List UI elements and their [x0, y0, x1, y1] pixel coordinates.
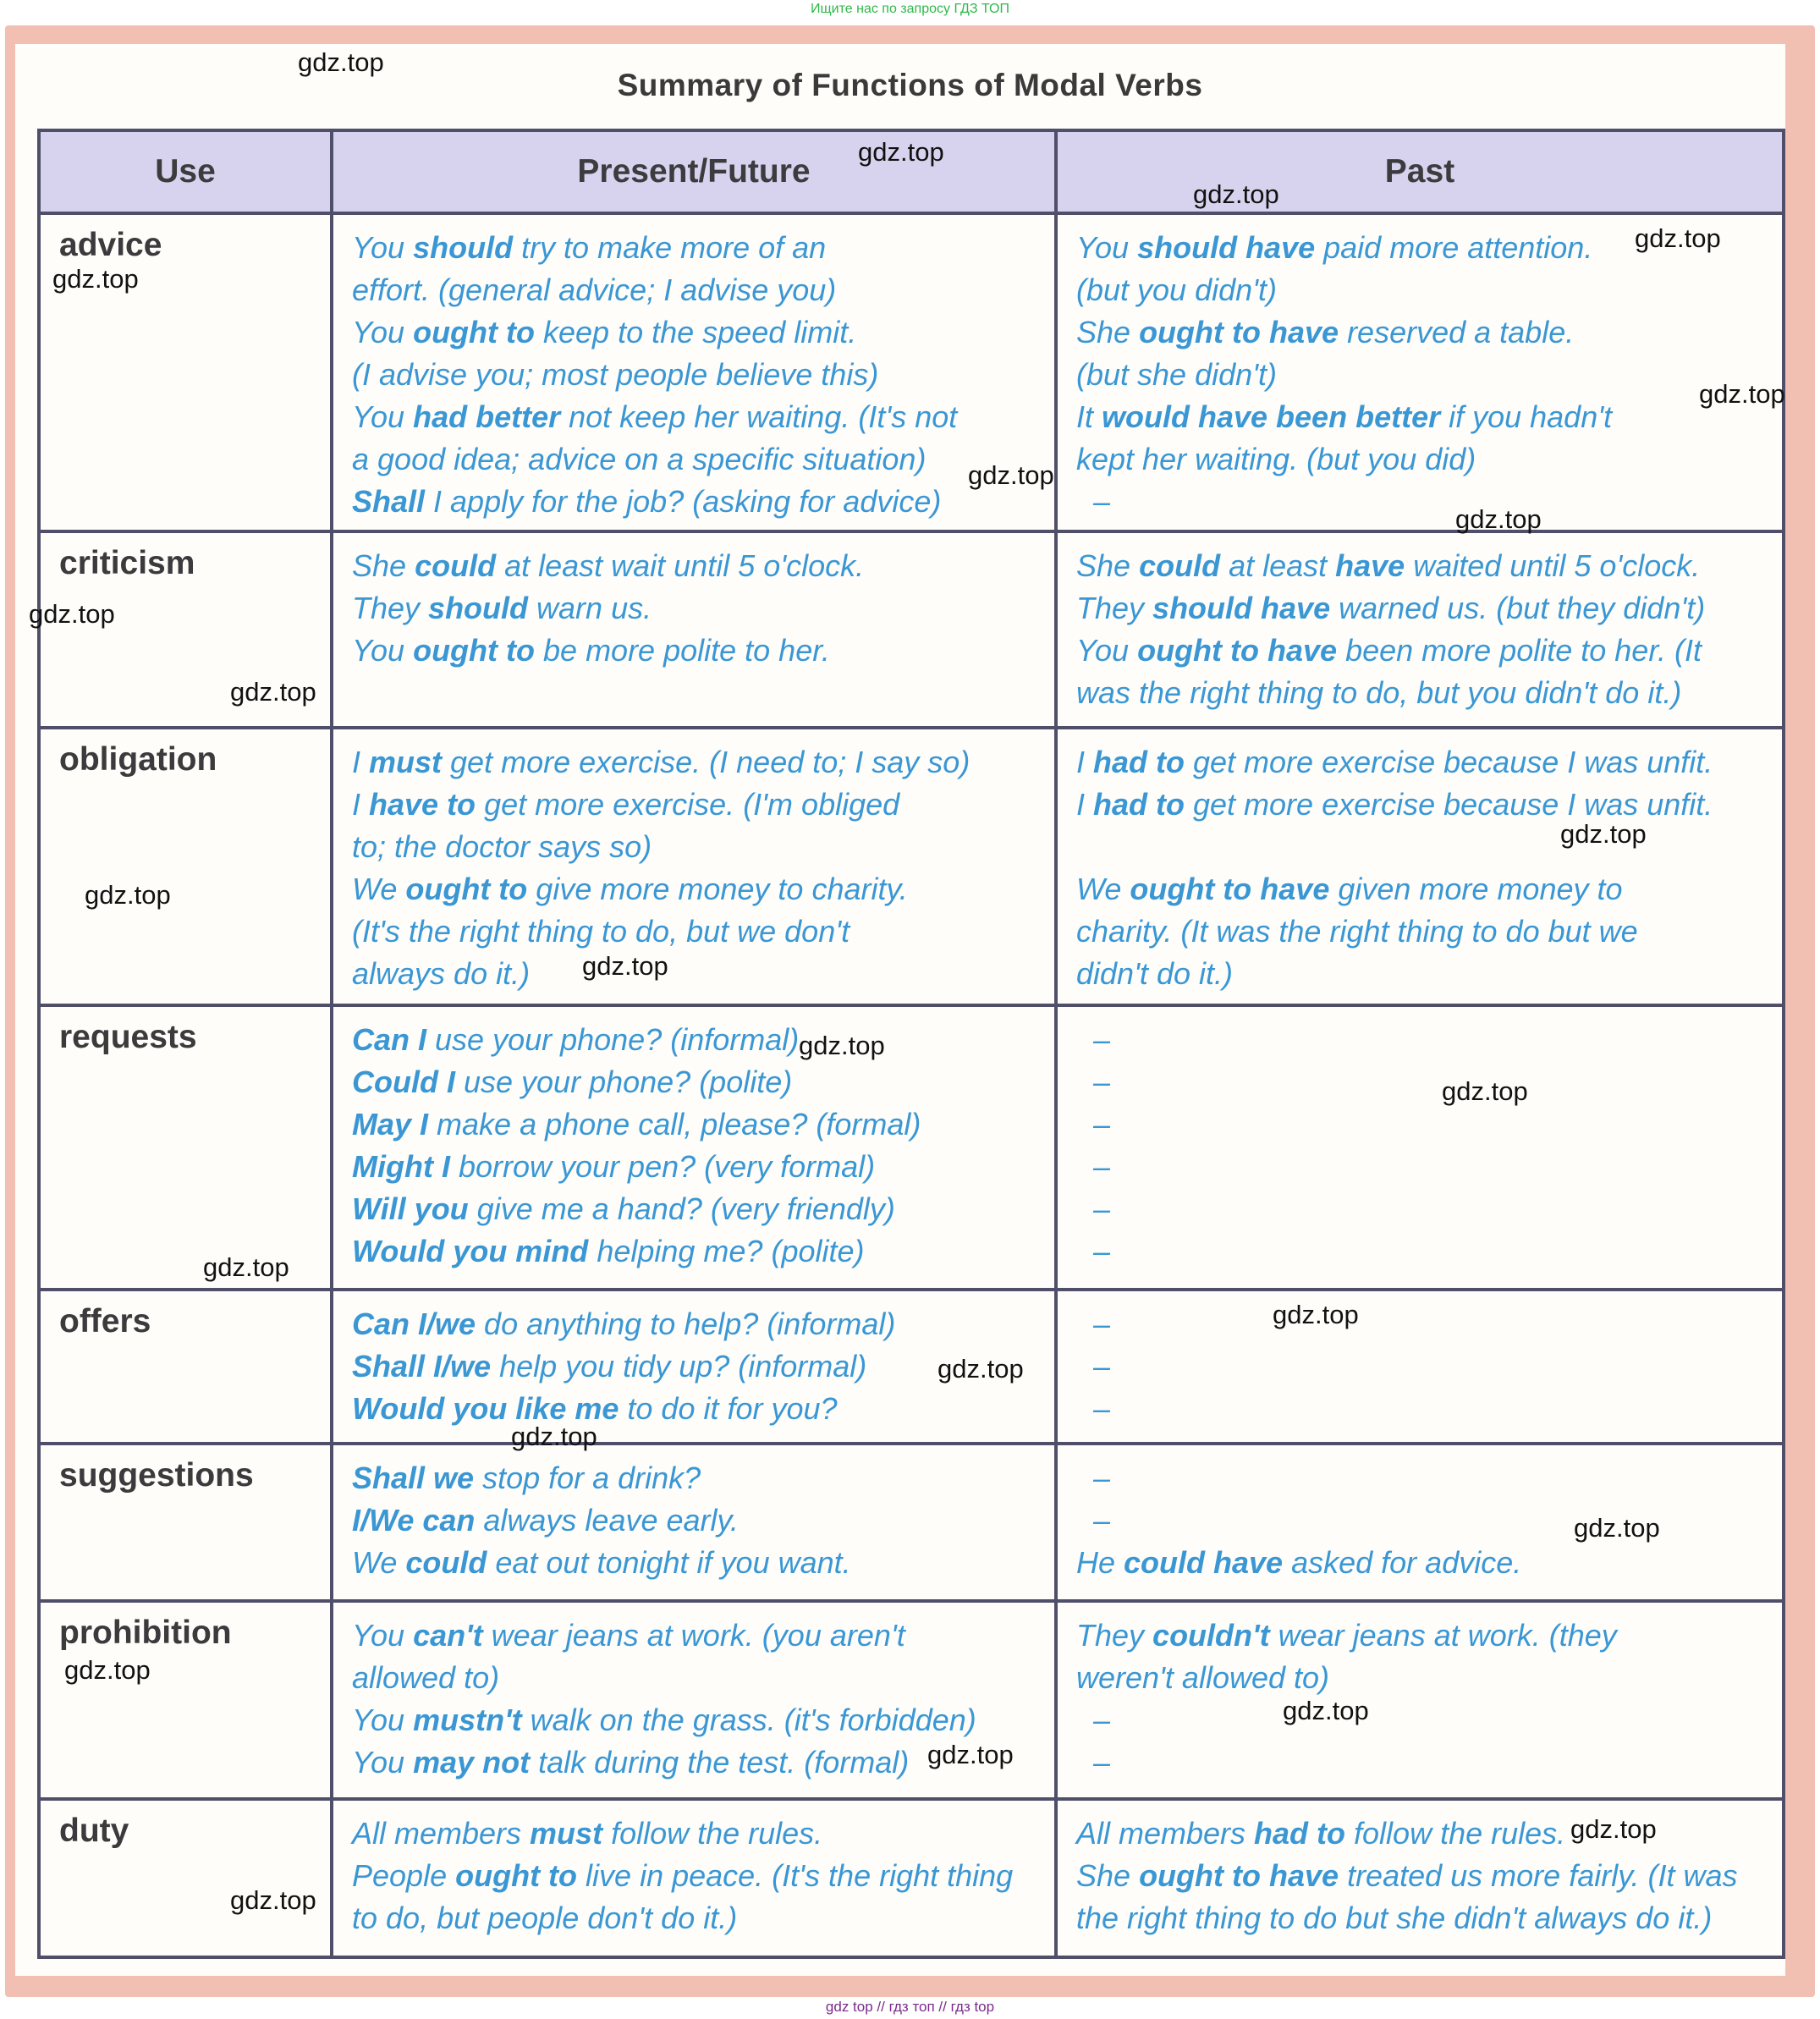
example-line: [352, 1897, 1036, 1939]
example-text: I: [352, 745, 370, 779]
example-text: at least: [1220, 548, 1336, 583]
modal-verb: ought to have: [1137, 633, 1338, 668]
example-line: [1076, 784, 1763, 826]
modal-verb: should: [413, 230, 514, 265]
example-line: [1076, 1188, 1763, 1230]
example-text: give more money to charity.: [527, 872, 908, 906]
example-line: [1076, 1615, 1763, 1657]
example-text: People: [352, 1858, 456, 1893]
watermark: gdz.top: [230, 1885, 316, 1915]
top-banner: Ищите нас по запросу ГДЗ ТОП: [811, 2, 1009, 16]
watermark: gdz.top: [799, 1031, 885, 1060]
modal-verb: ought to: [455, 1858, 578, 1893]
modal-verb: may not: [413, 1745, 531, 1780]
example-line: [352, 1388, 1036, 1430]
example-text: helping me? (polite): [588, 1234, 865, 1268]
example-text: warned us. (but they didn't): [1330, 591, 1706, 625]
modal-verb: Shall: [352, 484, 426, 519]
modal-verb: ought to have: [1130, 872, 1330, 906]
example-line: [1076, 1897, 1763, 1939]
example-line: [1076, 953, 1763, 995]
past-cell: [1056, 1005, 1784, 1290]
example-line: [1076, 1855, 1763, 1897]
example-text: talk during the test. (formal): [530, 1745, 910, 1780]
example-text: use your phone? (informal): [426, 1022, 800, 1057]
watermark: gdz.top: [582, 951, 668, 981]
example-text: –: [1093, 1107, 1111, 1142]
example-text: do anything to help? (informal): [476, 1307, 896, 1341]
watermark: gdz.top: [1283, 1696, 1369, 1725]
example-text: (but you didn't): [1076, 272, 1278, 307]
example-line: [352, 630, 1036, 672]
example-text: –: [1093, 1503, 1111, 1538]
example-text: not keep her waiting. (It's not: [560, 399, 958, 434]
use-cell: obligation: [39, 728, 332, 1005]
example-text: use your phone? (polite): [454, 1065, 793, 1099]
example-line: [352, 1499, 1036, 1542]
example-text: You: [352, 230, 414, 265]
example-line: [352, 953, 1036, 995]
example-text: We: [352, 872, 406, 906]
example-text: (I advise you; most people believe this): [352, 357, 879, 392]
example-text: get more exercise. (I'm obliged: [476, 787, 900, 822]
modal-verb: Might I: [352, 1149, 450, 1184]
example-text: It: [1076, 399, 1102, 434]
watermark: gdz.top: [298, 47, 384, 77]
example-text: You: [352, 1618, 414, 1653]
example-line: [352, 1615, 1036, 1657]
example-line: [1076, 1457, 1763, 1499]
example-text: They: [352, 591, 429, 625]
watermark: gdz.top: [52, 264, 139, 294]
watermark: gdz.top: [1193, 179, 1279, 209]
use-cell: duty: [39, 1799, 332, 1957]
past-cell: [1056, 728, 1784, 1005]
watermark: gdz.top: [858, 137, 944, 167]
past-cell: [1056, 213, 1784, 531]
modal-verb: Will you: [352, 1191, 469, 1226]
example-text: paid more attention.: [1315, 230, 1593, 265]
example-text: get more exercise because I was unfit.: [1185, 745, 1713, 779]
example-line: [1076, 269, 1763, 311]
example-text: follow the rules.: [602, 1816, 823, 1851]
modal-verb: could: [415, 548, 497, 583]
modal-verb: Would you like me: [352, 1391, 619, 1426]
example-text: –: [1093, 1307, 1111, 1341]
example-text: borrow your pen? (very formal): [449, 1149, 876, 1184]
example-line: [1076, 1230, 1763, 1273]
example-line: [1076, 587, 1763, 630]
example-text: given more money to: [1329, 872, 1623, 906]
watermark: gdz.top: [1699, 379, 1785, 409]
example-text: make a phone call, please? (formal): [428, 1107, 921, 1142]
example-text: You: [1076, 230, 1138, 265]
use-cell: offers: [39, 1290, 332, 1444]
modal-verb: should: [428, 591, 529, 625]
example-line: [352, 1230, 1036, 1273]
page-title: Summary of Functions of Modal Verbs: [617, 68, 1203, 102]
watermark: gdz.top: [1574, 1513, 1660, 1543]
example-text: –: [1093, 1149, 1111, 1184]
example-line: [1076, 1499, 1763, 1542]
example-line: [1076, 1542, 1763, 1584]
example-line: [352, 1188, 1036, 1230]
watermark: gdz.top: [1442, 1076, 1528, 1106]
past-cell: [1056, 1290, 1784, 1444]
watermark: gdz.top: [968, 460, 1054, 490]
example-text: kept her waiting. (but you did): [1076, 442, 1476, 476]
modal-verb: Shall I/we: [352, 1349, 492, 1384]
example-text: –: [1093, 1745, 1111, 1780]
example-text: All members: [352, 1816, 531, 1851]
bottom-banner: gdz top // гдз топ // гдз top: [825, 1999, 995, 2015]
modal-verb: Shall we: [352, 1461, 475, 1495]
example-text: if you hadn't: [1440, 399, 1613, 434]
example-text: You: [352, 633, 414, 668]
example-line: [352, 1103, 1036, 1146]
watermark: gdz.top: [927, 1740, 1014, 1769]
example-text: eat out tonight if you want.: [487, 1545, 851, 1580]
modal-verbs-table: [37, 129, 1785, 1959]
example-text: He: [1076, 1545, 1124, 1580]
example-text: warn us.: [528, 591, 652, 625]
example-text: –: [1093, 484, 1111, 519]
example-text: –: [1093, 1234, 1111, 1268]
example-line: [1076, 826, 1763, 868]
example-text: to do, but people don't do it.): [352, 1901, 738, 1935]
watermark: gdz.top: [1570, 1814, 1657, 1844]
example-text: was the right thing to do, but you didn't do it.): [1076, 675, 1682, 710]
example-line: [1076, 672, 1763, 714]
example-line: [352, 396, 1036, 438]
modal-verb: must: [530, 1816, 603, 1851]
example-text: help you tidy up? (informal): [491, 1349, 867, 1384]
example-line: [1076, 741, 1763, 784]
past-cell: [1056, 531, 1784, 728]
table-row: [39, 728, 1784, 1005]
modal-verb: have: [1335, 548, 1405, 583]
example-line: [1076, 545, 1763, 587]
example-line: [352, 1457, 1036, 1499]
example-text: get more exercise. (I need to; I say so): [442, 745, 970, 779]
table-row: [39, 1601, 1784, 1799]
modal-verb: Can I/we: [352, 1307, 476, 1341]
example-line: [352, 741, 1036, 784]
example-text: keep to the speed limit.: [535, 315, 857, 349]
example-line: [1076, 868, 1763, 910]
example-line: [1076, 396, 1763, 438]
modal-verb: had to: [1093, 745, 1185, 779]
modal-verb: May I: [352, 1107, 429, 1142]
example-text: didn't do it.): [1076, 956, 1233, 991]
example-line: [352, 868, 1036, 910]
example-line: [352, 910, 1036, 953]
example-text: wear jeans at work. (you aren't: [482, 1618, 905, 1653]
modal-verb: could: [1139, 548, 1221, 583]
example-text: reserved a table.: [1339, 315, 1575, 349]
example-line: [1076, 354, 1763, 396]
example-line: [352, 1542, 1036, 1584]
example-line: [1076, 1699, 1763, 1741]
example-text: –: [1093, 1391, 1111, 1426]
example-text: You: [352, 399, 414, 434]
example-line: [352, 311, 1036, 354]
modal-verb: could: [405, 1545, 487, 1580]
modal-verb: must: [369, 745, 443, 779]
modal-verb: Can I: [352, 1022, 427, 1057]
past-cell: [1056, 1601, 1784, 1799]
example-line: [352, 269, 1036, 311]
watermark: gdz.top: [1273, 1300, 1359, 1329]
example-text: charity. (It was the right thing to do but we: [1076, 914, 1638, 949]
watermark: gdz.top: [1455, 504, 1542, 534]
example-text: (but she didn't): [1076, 357, 1278, 392]
example-line: [352, 826, 1036, 868]
example-line: [1076, 1303, 1763, 1345]
example-text: I: [352, 787, 370, 822]
watermark: gdz.top: [230, 677, 316, 707]
example-text: She: [1076, 548, 1140, 583]
past-cell: [1056, 1799, 1784, 1957]
example-text: at least wait until 5 o'clock.: [496, 548, 865, 583]
modal-verb: ought to have: [1139, 315, 1339, 349]
modal-verb: had better: [413, 399, 561, 434]
example-line: [1076, 630, 1763, 672]
watermark: gdz.top: [1560, 819, 1647, 849]
example-line: [352, 784, 1036, 826]
watermark: gdz.top: [203, 1252, 289, 1282]
example-line: [1076, 1103, 1763, 1146]
example-line: [352, 1699, 1036, 1741]
example-text: She: [1076, 1858, 1140, 1893]
example-text: All members: [1076, 1816, 1255, 1851]
modal-verb: ought to have: [1139, 1858, 1339, 1893]
example-line: [1076, 481, 1763, 523]
example-line: [1076, 438, 1763, 481]
use-cell: suggestions: [39, 1444, 332, 1601]
example-text: We: [352, 1545, 406, 1580]
example-text: We: [1076, 872, 1130, 906]
example-line: [1076, 1019, 1763, 1061]
example-text: –: [1093, 1703, 1111, 1737]
present-cell: [332, 1005, 1056, 1290]
modal-verb: Would you mind: [352, 1234, 589, 1268]
example-line: [352, 1345, 1036, 1388]
example-text: –: [1093, 1065, 1111, 1099]
modal-verb: I/We can: [352, 1503, 476, 1538]
modal-verb: can't: [413, 1618, 483, 1653]
example-text: been more polite to her. (It: [1337, 633, 1702, 668]
example-text: –: [1093, 1022, 1111, 1057]
example-text: always leave early.: [475, 1503, 739, 1538]
example-text: treated us more fairly. (It was: [1339, 1858, 1738, 1893]
use-cell: requests: [39, 1005, 332, 1290]
watermark: gdz.top: [64, 1655, 151, 1685]
use-cell: criticism: [39, 531, 332, 728]
example-line: [352, 1061, 1036, 1103]
example-text: She: [352, 548, 415, 583]
example-text: I: [1076, 787, 1094, 822]
example-text: –: [1093, 1349, 1111, 1384]
present-cell: [332, 531, 1056, 728]
example-text: to do it for you?: [619, 1391, 838, 1426]
example-line: [352, 545, 1036, 587]
example-text: You: [352, 315, 414, 349]
header-present-future: Present/Future: [332, 130, 1056, 213]
modal-verb: should have: [1152, 591, 1331, 625]
modal-verb: could have: [1124, 1545, 1284, 1580]
example-text: (It's the right thing to do, but we don't: [352, 914, 850, 949]
example-text: get more exercise because I was unfit.: [1185, 787, 1713, 822]
watermark: gdz.top: [1635, 223, 1721, 253]
table-row: [39, 1799, 1784, 1957]
watermark: gdz.top: [85, 880, 171, 910]
example-text: wear jeans at work. (they: [1269, 1618, 1617, 1653]
modal-verb: couldn't: [1152, 1618, 1270, 1653]
example-line: [352, 438, 1036, 481]
example-text: be more polite to her.: [535, 633, 830, 668]
example-line: [352, 1855, 1036, 1897]
example-text: waited until 5 o'clock.: [1405, 548, 1701, 583]
modal-verb: mustn't: [413, 1703, 522, 1737]
example-text: effort. (general advice; I advise you): [352, 272, 837, 307]
example-line: [352, 1813, 1036, 1855]
example-text: –: [1093, 1191, 1111, 1226]
watermark: gdz.top: [29, 599, 115, 629]
present-cell: [332, 1444, 1056, 1601]
example-line: [1076, 1388, 1763, 1430]
example-line: [352, 1303, 1036, 1345]
example-text: stop for a drink?: [474, 1461, 701, 1495]
example-line: [352, 481, 1036, 523]
example-text: try to make more of an: [513, 230, 827, 265]
example-text: They: [1076, 1618, 1153, 1653]
header-past: Past: [1056, 130, 1784, 213]
example-line: [1076, 311, 1763, 354]
example-text: They: [1076, 591, 1153, 625]
example-text: I apply for the job? (asking for advice): [425, 484, 942, 519]
modal-verb: ought to: [405, 872, 528, 906]
example-line: [1076, 1813, 1763, 1855]
example-line: [352, 1146, 1036, 1188]
example-line: [1076, 1061, 1763, 1103]
example-line: [352, 1019, 1036, 1061]
modal-verb: have to: [369, 787, 476, 822]
example-text: walk on the grass. (it's forbidden): [521, 1703, 976, 1737]
example-line: [352, 587, 1036, 630]
example-line: [1076, 1657, 1763, 1699]
example-line: [352, 1657, 1036, 1699]
example-line: [352, 354, 1036, 396]
table-row: [39, 1290, 1784, 1444]
example-text: You: [352, 1745, 414, 1780]
example-text: the right thing to do but she didn't always do it.): [1076, 1901, 1713, 1935]
use-cell: prohibition: [39, 1601, 332, 1799]
example-text: allowed to): [352, 1660, 500, 1695]
header-use: Use: [39, 130, 332, 213]
modal-verb: Could I: [352, 1065, 455, 1099]
example-text: asked for advice.: [1283, 1545, 1522, 1580]
example-line: [1076, 1345, 1763, 1388]
example-text: live in peace. (It's the right thing: [577, 1858, 1014, 1893]
example-line: [1076, 1146, 1763, 1188]
example-text: give me a hand? (very friendly): [468, 1191, 895, 1226]
example-text: a good idea; advice on a specific situation): [352, 442, 926, 476]
example-text: –: [1093, 1461, 1111, 1495]
watermark: gdz.top: [937, 1354, 1024, 1384]
watermark: gdz.top: [511, 1422, 597, 1451]
example-text: weren't allowed to): [1076, 1660, 1330, 1695]
present-cell: [332, 728, 1056, 1005]
example-line: [352, 227, 1036, 269]
modal-verb: had to: [1254, 1816, 1346, 1851]
use-cell: advice: [39, 213, 332, 531]
present-cell: [332, 1799, 1056, 1957]
past-cell: [1056, 1444, 1784, 1601]
example-text: follow the rules.: [1345, 1816, 1566, 1851]
example-line: [1076, 910, 1763, 953]
modal-verb: ought to: [413, 315, 536, 349]
present-cell: [332, 213, 1056, 531]
example-text: You: [1076, 633, 1138, 668]
modal-verb: had to: [1093, 787, 1185, 822]
table-row: [39, 1005, 1784, 1290]
modal-verb: would have been better: [1102, 399, 1441, 434]
example-text: I: [1076, 745, 1094, 779]
table-row: [39, 213, 1784, 531]
example-line: [1076, 1741, 1763, 1784]
table-row: [39, 1444, 1784, 1601]
example-text: She: [1076, 315, 1140, 349]
modal-verb: should have: [1137, 230, 1316, 265]
modal-verb: ought to: [413, 633, 536, 668]
example-text: always do it.): [352, 956, 531, 991]
example-text: to; the doctor says so): [352, 829, 652, 864]
example-text: You: [352, 1703, 414, 1737]
